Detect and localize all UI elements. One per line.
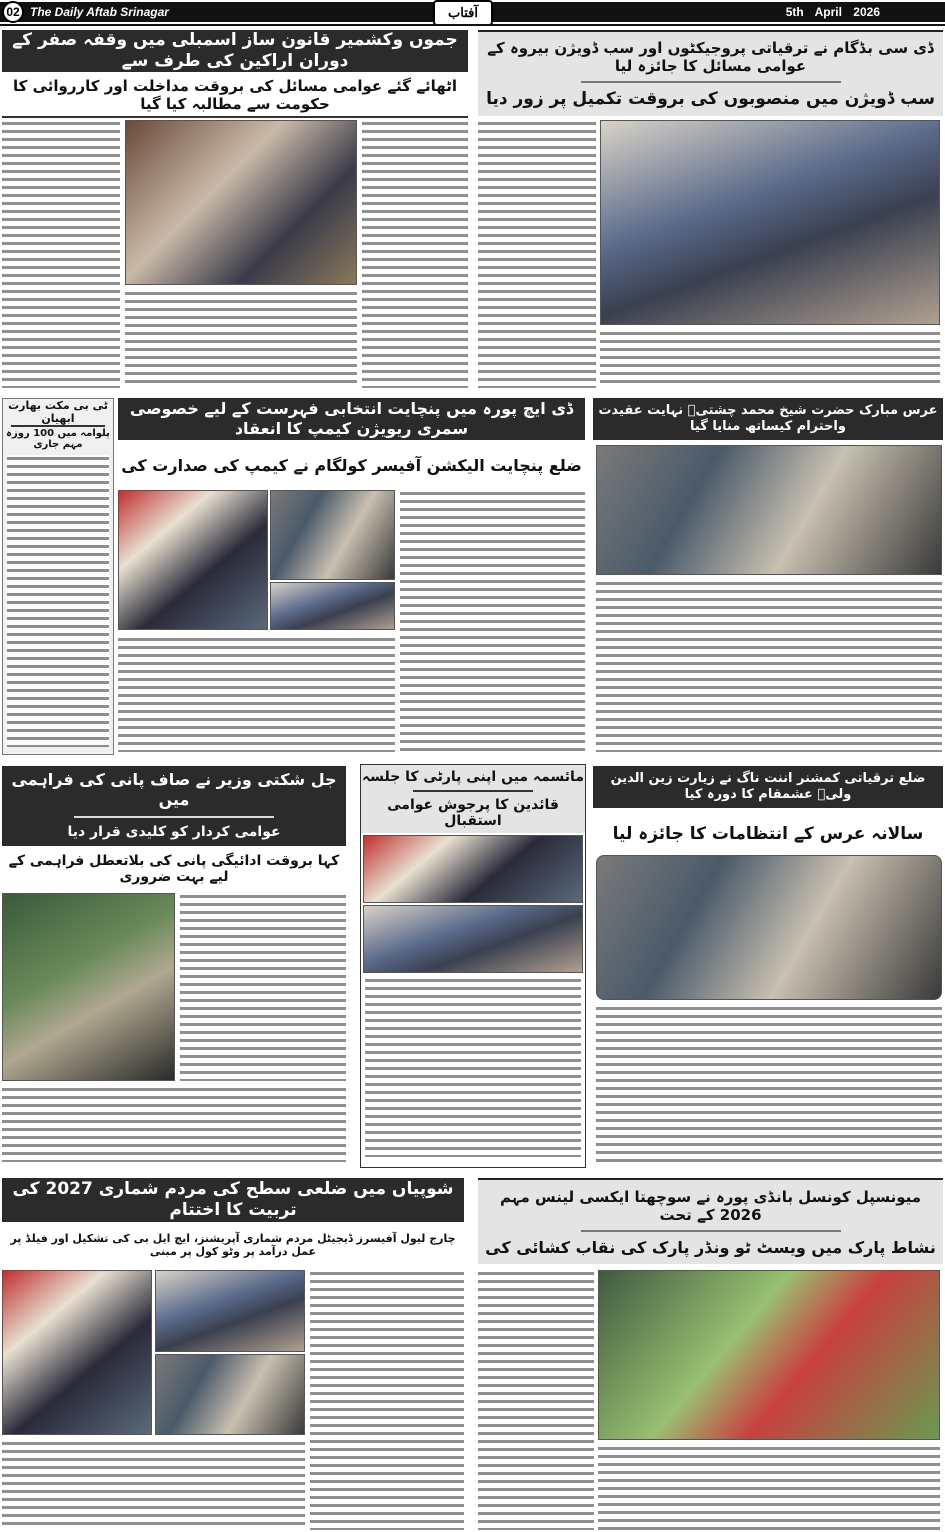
paper-name: The Daily Aftab Srinagar (30, 5, 169, 19)
story-7-text (365, 977, 581, 1157)
story-10-text-col (598, 1445, 940, 1530)
divider (581, 1230, 841, 1232)
story-3-photo (270, 582, 395, 630)
divider (2, 116, 468, 118)
story-1-text-col (362, 120, 468, 388)
story-9-photo (155, 1270, 305, 1352)
story-6-photo (2, 893, 175, 1081)
page-number: 02 (2, 1, 24, 23)
sidebar-subhead: پلوامہ میں 100 روزہ مہم جاری (6, 428, 110, 450)
story-9-headline: شوپیاں میں ضلعی سطح کی مردم شماری 2027 کی تربیت کا اختتام (2, 1178, 464, 1222)
paper-logo: آفتاب (433, 0, 493, 26)
story-10-header (478, 1178, 943, 1264)
story-1-photo (125, 120, 357, 285)
story-7-photo (363, 835, 583, 903)
story-3-subhead: ضلع پنچایت الیکشن آفیسر کولگام نے کیمپ کی صدارت کی (121, 455, 582, 475)
story-8-headline: ضلع ترقیاتی کمشنر اننت ناگ نے زیارت زین الدین ولیؒ عشمقام کا دورہ کیا (593, 766, 943, 808)
divider (581, 81, 841, 83)
story-4-text-col (596, 580, 942, 752)
divider (74, 816, 274, 818)
story-1-headline: جموں وکشمیر قانون ساز اسمبلی میں وقفہ صفر کے دوران اراکین کی طرف سے (2, 30, 468, 72)
story-1-text-col (125, 290, 357, 388)
story-7-headline-2: قائدین کا پرجوش عوامی استقبال (387, 797, 559, 829)
story-8-text-col (596, 1005, 942, 1163)
story-3-photo (270, 490, 395, 580)
story-6-headline-2: عوامی کردار کو کلیدی قرار دیا (67, 824, 281, 841)
story-9-photo (155, 1354, 305, 1435)
story-6-header (2, 766, 346, 846)
story-10-text-col (478, 1270, 594, 1530)
story-2-subhead: سب ڈویژن میں منصوبوں کی بروقت تکمیل پر زور دیا (486, 89, 935, 109)
divider (413, 790, 533, 792)
story-2-photo (600, 120, 940, 325)
issue-date: 5th April 2026 (785, 5, 880, 19)
story-7-headline: مائسمہ میں اپنی پارٹی کا جلسہ (362, 769, 584, 785)
story-3-headline: ڈی ایچ پورہ میں پنچایت انتخابی فہرست کے لیے خصوصی سمری ریویژن کیمپ کا انعقاد (118, 398, 585, 440)
sidebar-text (7, 455, 109, 747)
story-6-text-col (2, 1086, 346, 1162)
masthead-rule (0, 24, 945, 26)
story-7-box (360, 764, 586, 1168)
story-1-text-col (2, 120, 120, 388)
story-7-photo (363, 905, 583, 973)
story-2-text-col (478, 120, 596, 388)
story-4-photo (596, 445, 942, 575)
story-2-header (478, 30, 943, 116)
story-2-text-col (600, 330, 940, 388)
story-2-headline: ڈی سی بڈگام نے ترقیاتی پروجیکٹوں اور سب ڈویژن بیروہ کے عوامی مسائل کا جائزہ لیا (487, 39, 934, 75)
story-7-header (361, 765, 585, 833)
story-3-text-col (400, 490, 585, 752)
story-3-text-col (118, 636, 395, 752)
masthead-bar (0, 2, 945, 22)
sidebar-story (2, 398, 114, 755)
story-10-subhead: نشاط پارک میں ویسٹ ٹو ونڈر پارک کی نقاب کشائی کی (485, 1237, 936, 1257)
story-9-text-col (2, 1440, 305, 1530)
sidebar-headline: ٹی بی مکت بھارت ابھیان (8, 399, 108, 425)
story-8-subhead: سالانہ عرس کے انتظامات کا جائزہ لیا (612, 823, 924, 844)
story-1-subhead: اٹھائے گئے عوامی مسائل کی بروقت مداخلت اور کارروائی کا حکومت سے مطالبہ کیا گیا (13, 77, 457, 113)
story-9-photo (2, 1270, 152, 1435)
story-10-photo (598, 1270, 940, 1440)
story-10-headline: میونسپل کونسل بانڈی پورہ نے سوچھتا ایکسی لینس مہم 2026 کے تحت (499, 1187, 922, 1224)
story-9-text-col (310, 1270, 464, 1530)
story-8-photo (596, 855, 942, 1000)
story-6-subhead: کہا بروقت ادائیگی پانی کی بلاتعطل فراہمی کے لیے بہت ضروری (8, 853, 340, 885)
story-3-photo (118, 490, 268, 630)
story-6-headline: جل شکتی وزیر نے صاف پانی کی فراہمی میں (11, 770, 337, 810)
story-9-subhead: چارج لیول آفیسرز ڈیجیٹل مردم شماری آپریشنز، ایچ ایل بی کی تشکیل اور فیلڈ پر عمل درآمد پر وٹو کول پر مبنی (10, 1232, 456, 1258)
story-6-text-col (180, 893, 346, 1081)
story-4-headline: عرس مبارک حضرت شیخ محمد چشتیؒ نہایت عقیدت واحترام کیساتھ منایا گیا (593, 398, 943, 440)
